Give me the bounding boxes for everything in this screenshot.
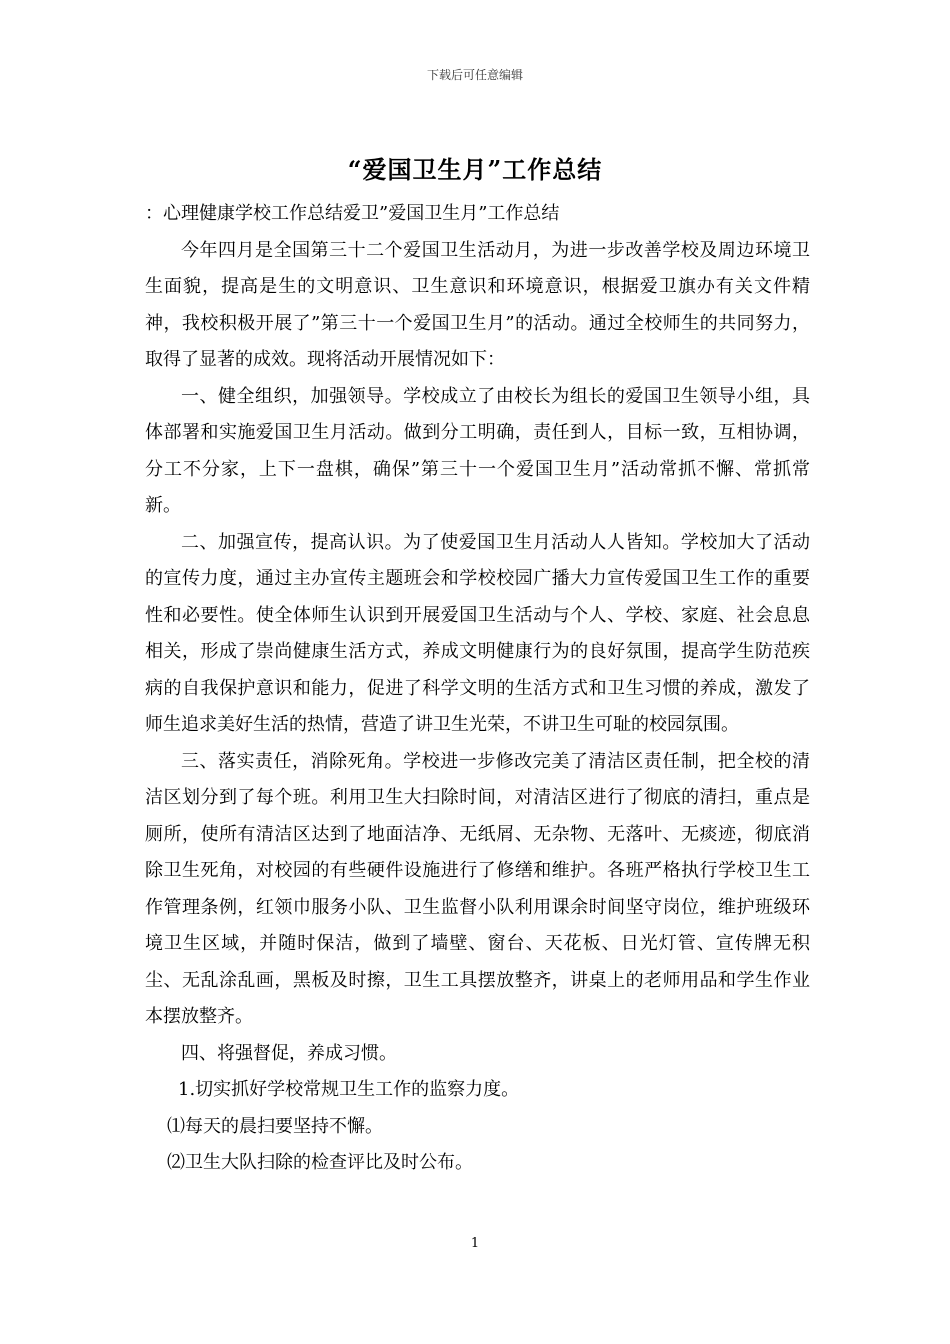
document-body (145, 196, 810, 1182)
paragraph-section-4: 四、将强督促，养成习惯。 (181, 1042, 397, 1064)
list-item-1-2: ⑵卫生大队扫除的检查评比及时公布。 (167, 1152, 473, 1173)
paragraph-intro: 今年四月是全国第三十二个爱国卫生活动月，为进一步改善学校及周边环境卫生面貌，提高是生的文明意识、卫生意识和环境意识，根据爱卫旗办有关文件精神，我校积极开展了”第三十一个爱国卫生月”的活动。通过全校师生的共同努力，取得了显著的成效。现将活动开展情况如下： (145, 239, 810, 370)
list-item-1-1: ⑴每天的晨扫要坚持不懈。 (167, 1115, 383, 1137)
page-number: 1 (470, 1236, 480, 1251)
document-title: “爱国卫生月”工作总结 (347, 155, 603, 184)
list-item-1: 1.切实抓好学校常规卫生工作的监察力度。 (178, 1079, 520, 1100)
paragraph-section-3: 三、落实责任，消除死角。学校进一步修改完美了清洁区责任制，把全校的清洁区划分到了每个班。利用卫生大扫除时间，对清洁区进行了彻底的清扫，重点是厕所，使所有清洁区达到了地面洁净、无纸屑、无杂物、无落叶、无痰迹，彻底消除卫生死角，对校园的有些硬件设施进行了修缮和维护。各班严格执行学校卫生工作管理条例，红领巾服务小队、卫生监督小队利用课余时间坚守岗位，维护班级环境卫生区域，并随时保洁，做到了墙壁、窗台、天花板、日光灯管、宣传牌无积尘、无乱涂乱画，黑板及时擦，卫生工具摆放整齐，讲桌上的老师用品和学生作业本摆放整齐。 (145, 750, 810, 1027)
paragraph-section-2: 二、加强宣传，提高认识。为了使爱国卫生月活动人人皆知。学校加大了活动的宣传力度，通过主办宣传主题班会和学校校园广播大力宣传爱国卫生工作的重要性和必要性。使全体师生认识到开展爱国卫生活动与个人、学校、家庭、社会息息相关，形成了崇尚健康生活方式，养成文明健康行为的良好氛围，提高学生防范疾病的自我保护意识和能力，促进了科学文明的生活方式和卫生习惯的养成，激发了师生追求美好生活的热情，营造了讲卫生光荣，不讲卫生可耻的校园氛围。 (145, 531, 810, 735)
subtitle-line: ：心理健康学校工作总结爱卫”爱国卫生月”工作总结 (145, 203, 560, 224)
paragraph-section-1: 一、健全组织，加强领导。学校成立了由校长为组长的爱国卫生领导小组，具体部署和实施爱国卫生月活动。做到分工明确，责任到人，目标一致，互相协调，分工不分家，上下一盘棋，确保”第三十一个爱国卫生月”活动常抓不懈、常抓常新。 (145, 385, 810, 516)
header-note: 下载后可任意编辑 (426, 68, 523, 82)
